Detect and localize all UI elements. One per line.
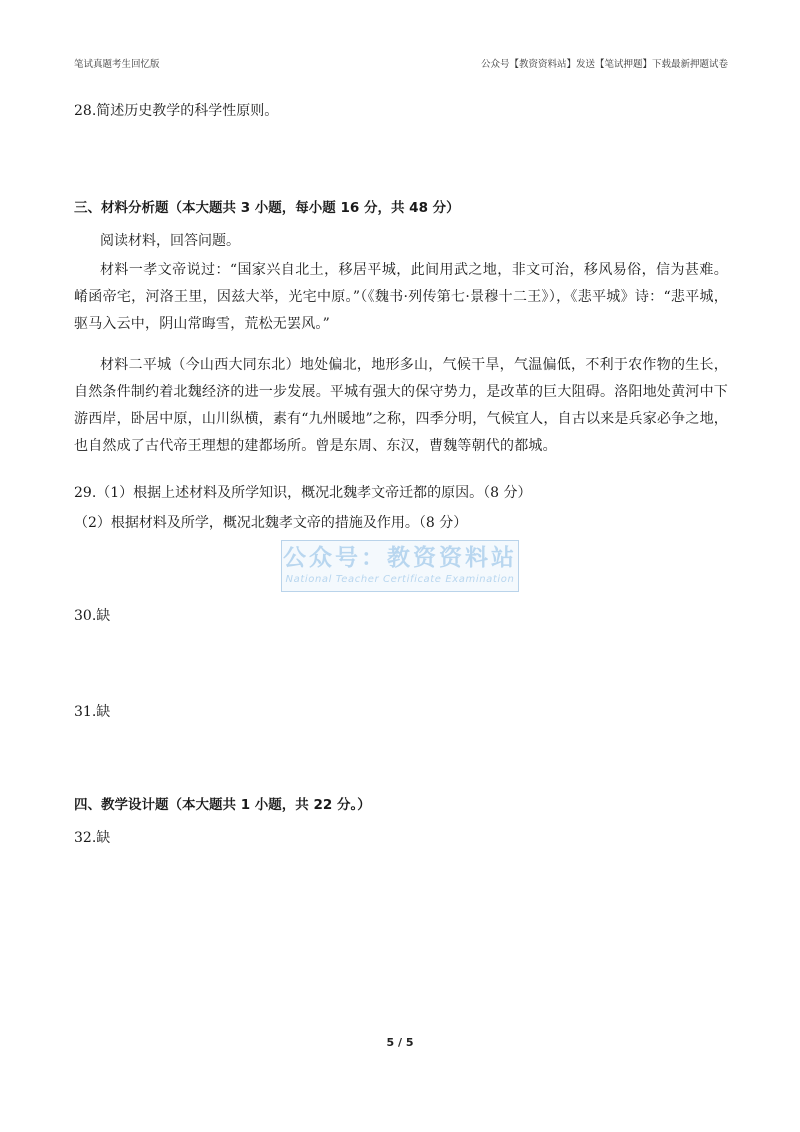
material-1: 材料一孝文帝说过：“国家兴自北土，移居平城，此间用武之地，非文可治，移风易俗，信为甚难。崤函帝宅，河洛王里，因兹大举，光宅中原。”（《魏书·列传第七·景穆十二王》），《悲平城》诗：“悲平城，驱马入云中，阴山常晦雪，荒松无罢风。” xyxy=(74,262,728,332)
question-29-part-2: （2）根据材料及所学，概况北魏孝文帝的措施及作用。（8 分） xyxy=(74,515,468,531)
page-header xyxy=(74,56,728,70)
header-left-text: 笔试真题考生回忆版 xyxy=(74,59,160,70)
watermark-subtitle: National Teacher Certificate Examination xyxy=(285,574,515,585)
header-right-text: 公众号【教资资料站】发送【笔试押题】下载最新押题试卷 xyxy=(480,59,728,70)
watermark-title: 公众号：教资资料站 xyxy=(283,545,517,571)
question-32: 32.缺 xyxy=(74,830,111,846)
question-30: 30.缺 xyxy=(74,608,111,624)
section-4-title: 四、教学设计题（本大题共 1 小题，共 22 分。） xyxy=(74,797,371,813)
question-29-part-1: 29.（1）根据上述材料及所学知识，概况北魏孝文帝迁都的原因。（8 分） xyxy=(74,485,532,501)
section-3-title: 三、材料分析题（本大题共 3 小题，每小题 16 分，共 48 分） xyxy=(74,200,460,216)
material-2: 材料二平城（今山西大同东北）地处偏北，地形多山，气候干旱，气温偏低，不利于农作物的生长，自然条件制约着北魏经济的进一步发展。平城有强大的保守势力，是改革的巨大阻碍。洛阳地处黄河中下游西岸，卧居中原，山川纵横，素有“九州暖地”之称，四季分明，气候宜人，自古以来是兵家必争之地，也自然成了古代帝王理想的建都场所。曾是东周、东汉，曹魏等朝代的都城。 xyxy=(74,357,728,454)
page-number: 5 / 5 xyxy=(386,1036,414,1049)
watermark-stamp xyxy=(281,540,519,592)
question-28: 28.简述历史教学的科学性原则。 xyxy=(74,103,279,119)
section-3-instruction: 阅读材料，回答问题。 xyxy=(100,233,240,249)
question-31: 31.缺 xyxy=(74,704,111,720)
